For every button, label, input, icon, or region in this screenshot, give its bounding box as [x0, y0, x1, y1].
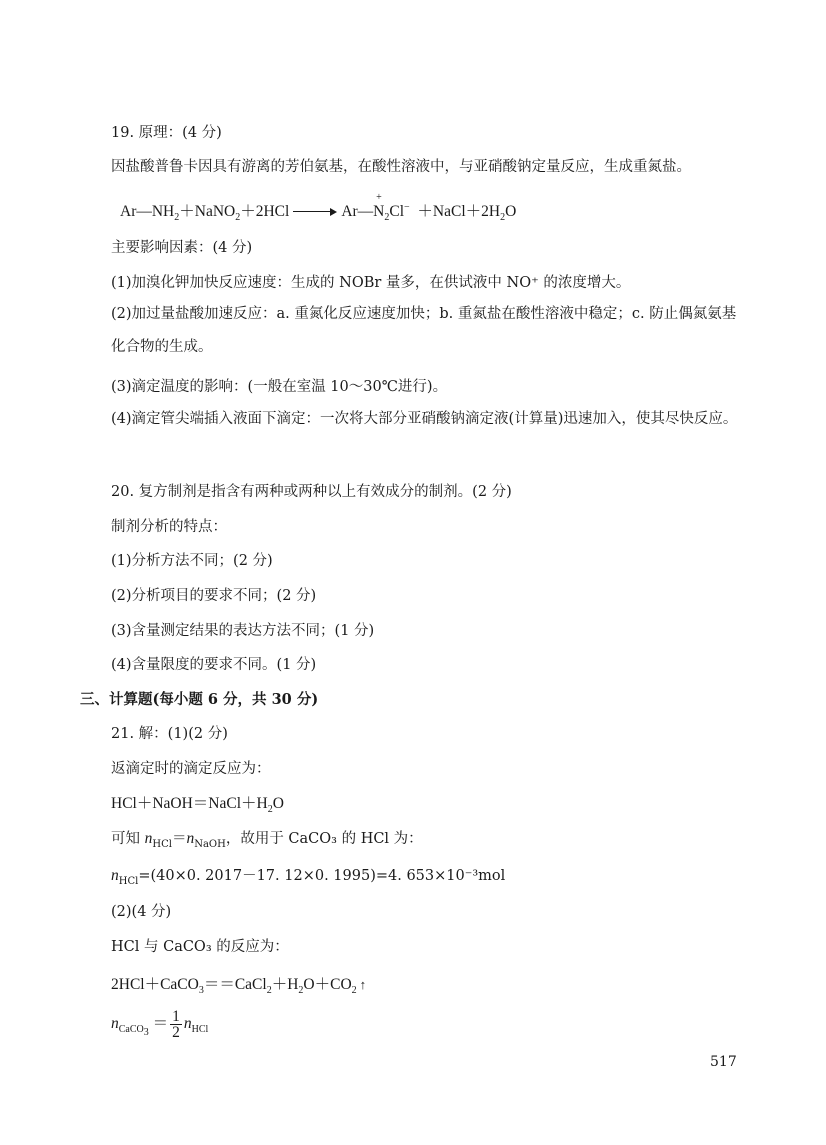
- factor-4: (4)滴定管尖端插入液面下滴定：一次将大部分亚硝酸钠滴定液(计算量)迅速加入，使其尽快反应。: [111, 411, 738, 427]
- q20-definition: 20. 复方制剂是指含有两种或两种以上有效成分的制剂。(2 分): [111, 484, 512, 500]
- q21-heading: 21. 解：(1)(2 分): [111, 726, 228, 742]
- q21-part2: (2)(4 分): [111, 904, 172, 920]
- q20-feature-2: (2)分析项目的要求不同；(2 分): [111, 588, 317, 604]
- caco3-mole-relation: $n_{CaCO_3}$ ＝ $\frac{1}{2}$ $n_{HCl}$: [111, 1008, 209, 1041]
- q20-feature-1: (1)分析方法不同；(2 分): [111, 553, 273, 569]
- reaction-arrow-icon: [293, 207, 337, 217]
- back-titration-label: 返滴定时的滴定反应为：: [111, 761, 271, 777]
- caco3-equation: $2HCl+CaCO_3==CaCl_2+H_2O+CO_2$ ↑: [111, 976, 367, 997]
- q20-feature-3: (3)含量测定结果的表达方法不同；(1 分): [111, 623, 375, 639]
- q19-heading: 19. 原理：(4 分): [111, 125, 222, 141]
- neutralization-equation: $HCl+NaOH=NaCl+H_2O$: [111, 795, 284, 816]
- factor-2: (2)加过量盐酸加速反应：a. 重氮化反应速度加快；b. 重氮盐在酸性溶液中稳定；c. 防止偶氮氨基化合物的生成。: [111, 306, 737, 355]
- mole-calculation: $n_{HCl}=(40\times 0$. 2017－17. 12×0. 1995)=4. 653×10⁻³mol: [111, 867, 506, 887]
- q20-feature-4: (4)含量限度的要求不同。(1 分): [111, 657, 317, 673]
- page-number: 517: [710, 1054, 737, 1070]
- factors-heading: 主要影响因素：(4 分): [111, 240, 253, 256]
- mole-relation: 可知 $n_{HCl}=n_{NaOH}$，故用于 CaCO₃ 的 HCl 为：: [111, 830, 423, 850]
- section-title: 三、计算题(每小题 6 分，共 30 分): [80, 691, 319, 708]
- gas-arrow-icon: ↑: [359, 977, 367, 992]
- factor-1: (1)加溴化钾加快反应速度：生成的 NOBr 量多，在供试液中 NO⁺ 的浓度增大。: [111, 275, 631, 291]
- diazotization-equation: $Ar—NH_2+NaNO_2+2HCl$ Ar—N + $_2Cl^- +NaCl+2H_2O$: [120, 192, 517, 224]
- reaction-label: HCl 与 CaCO₃ 的反应为：: [111, 939, 289, 955]
- half-fraction: $\frac{1}{2}$: [172, 1008, 180, 1041]
- factor-3: (3)滴定温度的影响：(一般在室温 10～30℃进行)。: [111, 379, 448, 395]
- q19-principle: 因盐酸普鲁卡因具有游离的芳伯氨基，在酸性溶液中，与亚硝酸钠定量反应，生成重氮盐。: [111, 159, 691, 175]
- q20-features-heading: 制剂分析的特点：: [111, 519, 227, 535]
